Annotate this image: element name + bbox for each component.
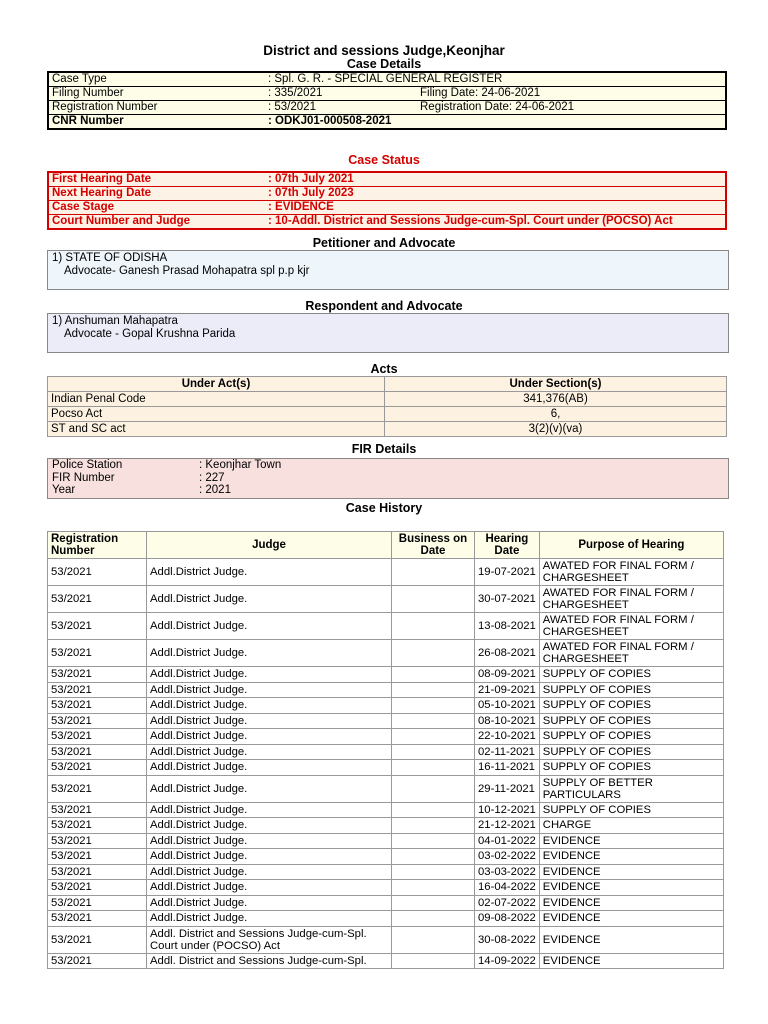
table-row bbox=[48, 729, 724, 745]
history-cell-judge: Addl.District Judge. bbox=[147, 559, 392, 586]
table-row bbox=[48, 713, 724, 729]
cnr-value: : ODKJ01-000508-2021 bbox=[265, 115, 726, 130]
history-cell-hearing: 05-10-2021 bbox=[475, 698, 540, 714]
history-cell-business bbox=[392, 613, 475, 640]
court-judge-value: : 10-Addl. District and Sessions Judge-cum-Spl. Court under (POCSO) Act bbox=[265, 215, 726, 230]
case-status-heading: Case Status bbox=[348, 153, 420, 167]
case-history-table bbox=[47, 531, 724, 969]
acts-row bbox=[48, 422, 727, 437]
case-status-table bbox=[47, 171, 727, 230]
case-stage-row bbox=[48, 201, 726, 215]
history-cell-registration: 53/2021 bbox=[48, 849, 147, 865]
history-cell-judge: Addl.District Judge. bbox=[147, 713, 392, 729]
case-history-heading: Case History bbox=[345, 501, 423, 515]
history-cell-purpose: EVIDENCE bbox=[539, 880, 723, 896]
table-row bbox=[48, 586, 724, 613]
history-cell-hearing: 08-09-2021 bbox=[475, 667, 540, 683]
acts-header-row bbox=[48, 377, 727, 392]
case-details-heading: Case Details bbox=[346, 57, 422, 71]
history-cell-judge: Addl.District Judge. bbox=[147, 667, 392, 683]
history-cell-judge: Addl.District Judge. bbox=[147, 698, 392, 714]
history-cell-purpose: AWATED FOR FINAL FORM / CHARGESHEET bbox=[539, 586, 723, 613]
history-cell-registration: 53/2021 bbox=[48, 682, 147, 698]
table-row bbox=[48, 880, 724, 896]
table-row bbox=[48, 640, 724, 667]
history-cell-registration: 53/2021 bbox=[48, 833, 147, 849]
court-title: District and sessions Judge,Keonjhar bbox=[263, 43, 505, 58]
history-cell-hearing: 03-02-2022 bbox=[475, 849, 540, 865]
table-row bbox=[48, 895, 724, 911]
history-cell-hearing: 21-12-2021 bbox=[475, 818, 540, 834]
history-cell-business bbox=[392, 802, 475, 818]
history-cell-judge: Addl.District Judge. bbox=[147, 729, 392, 745]
table-row bbox=[48, 849, 724, 865]
history-cell-business bbox=[392, 667, 475, 683]
registration-number-value: : 53/2021 bbox=[265, 101, 417, 115]
history-cell-judge: Addl.District Judge. bbox=[147, 818, 392, 834]
history-cell-business bbox=[392, 818, 475, 834]
registration-number-label: Registration Number bbox=[48, 101, 265, 115]
history-col-business: Business on Date bbox=[392, 532, 475, 559]
history-cell-hearing: 08-10-2021 bbox=[475, 713, 540, 729]
history-cell-registration: 53/2021 bbox=[48, 775, 147, 802]
history-cell-hearing: 16-11-2021 bbox=[475, 760, 540, 776]
history-cell-registration: 53/2021 bbox=[48, 729, 147, 745]
fir-number-row bbox=[52, 472, 724, 485]
respondent-box bbox=[47, 313, 729, 353]
history-cell-registration: 53/2021 bbox=[48, 911, 147, 927]
history-cell-judge: Addl.District Judge. bbox=[147, 775, 392, 802]
history-cell-judge: Addl.District Judge. bbox=[147, 895, 392, 911]
act-name: Indian Penal Code bbox=[48, 392, 385, 407]
history-cell-hearing: 09-08-2022 bbox=[475, 911, 540, 927]
history-col-hearing: Hearing Date bbox=[475, 532, 540, 559]
history-cell-registration: 53/2021 bbox=[48, 864, 147, 880]
history-cell-hearing: 19-07-2021 bbox=[475, 559, 540, 586]
history-cell-judge: Addl.District Judge. bbox=[147, 682, 392, 698]
fir-heading: FIR Details bbox=[351, 442, 417, 456]
history-cell-hearing: 16-04-2022 bbox=[475, 880, 540, 896]
history-cell-business bbox=[392, 682, 475, 698]
filing-date: Filing Date: 24-06-2021 bbox=[417, 87, 726, 101]
court-judge-row bbox=[48, 215, 726, 230]
history-cell-business bbox=[392, 775, 475, 802]
first-hearing-value: : 07th July 2021 bbox=[268, 173, 354, 185]
cnr-label: CNR Number bbox=[48, 115, 265, 130]
history-cell-business bbox=[392, 713, 475, 729]
history-cell-hearing: 14-09-2022 bbox=[475, 953, 540, 969]
history-cell-purpose: SUPPLY OF COPIES bbox=[539, 744, 723, 760]
filing-number-row bbox=[48, 87, 726, 101]
next-hearing-row bbox=[48, 187, 726, 201]
history-cell-hearing: 13-08-2021 bbox=[475, 613, 540, 640]
first-hearing-label: First Hearing Date bbox=[52, 173, 152, 185]
history-cell-judge: Addl.District Judge. bbox=[147, 833, 392, 849]
fir-year-value: : 2021 bbox=[199, 484, 231, 496]
history-cell-registration: 53/2021 bbox=[48, 880, 147, 896]
history-cell-business bbox=[392, 744, 475, 760]
history-cell-business bbox=[392, 729, 475, 745]
history-cell-registration: 53/2021 bbox=[48, 818, 147, 834]
history-cell-hearing: 26-08-2021 bbox=[475, 640, 540, 667]
case-stage-value: : EVIDENCE bbox=[265, 201, 726, 215]
history-cell-hearing: 02-11-2021 bbox=[475, 744, 540, 760]
next-hearing-label: Next Hearing Date bbox=[48, 187, 265, 201]
history-cell-business bbox=[392, 849, 475, 865]
history-cell-business bbox=[392, 953, 475, 969]
table-row bbox=[48, 682, 724, 698]
table-row bbox=[48, 953, 724, 969]
petitioner-box bbox=[47, 250, 729, 290]
next-hearing-value: : 07th July 2023 bbox=[265, 187, 726, 201]
petitioner-heading: Petitioner and Advocate bbox=[312, 236, 456, 250]
history-cell-business bbox=[392, 586, 475, 613]
table-row bbox=[48, 818, 724, 834]
history-cell-purpose: CHARGE bbox=[539, 818, 723, 834]
history-cell-hearing: 03-03-2022 bbox=[475, 864, 540, 880]
table-row bbox=[48, 760, 724, 776]
history-cell-hearing: 22-10-2021 bbox=[475, 729, 540, 745]
table-row bbox=[48, 864, 724, 880]
petitioner-name: 1) STATE OF ODISHA bbox=[52, 252, 168, 264]
history-col-registration: Registration Number bbox=[48, 532, 147, 559]
history-cell-purpose: AWATED FOR FINAL FORM / CHARGESHEET bbox=[539, 559, 723, 586]
history-cell-business bbox=[392, 880, 475, 896]
history-cell-purpose: SUPPLY OF COPIES bbox=[539, 698, 723, 714]
history-cell-business bbox=[392, 926, 475, 953]
history-cell-purpose: SUPPLY OF COPIES bbox=[539, 729, 723, 745]
filing-number-label: Filing Number bbox=[48, 87, 265, 101]
history-cell-purpose: EVIDENCE bbox=[539, 953, 723, 969]
fir-number-value: : 227 bbox=[199, 471, 225, 484]
table-row bbox=[48, 559, 724, 586]
history-cell-purpose: EVIDENCE bbox=[539, 864, 723, 880]
history-col-purpose: Purpose of Hearing bbox=[539, 532, 723, 559]
case-type-label: Case Type bbox=[52, 73, 107, 85]
history-cell-purpose: SUPPLY OF COPIES bbox=[539, 682, 723, 698]
history-cell-business bbox=[392, 760, 475, 776]
history-cell-judge: Addl.District Judge. bbox=[147, 911, 392, 927]
history-cell-purpose: SUPPLY OF COPIES bbox=[539, 760, 723, 776]
history-body bbox=[48, 559, 724, 969]
history-cell-registration: 53/2021 bbox=[48, 713, 147, 729]
history-cell-judge: Addl.District Judge. bbox=[147, 744, 392, 760]
history-cell-purpose: EVIDENCE bbox=[539, 849, 723, 865]
history-cell-registration: 53/2021 bbox=[48, 802, 147, 818]
acts-row bbox=[48, 392, 727, 407]
acts-table bbox=[47, 376, 727, 437]
history-cell-judge: Addl.District Judge. bbox=[147, 640, 392, 667]
history-cell-judge: Addl.District Judge. bbox=[147, 802, 392, 818]
petitioner-advocate: Advocate- Ganesh Prasad Mohapatra spl p.p kjr bbox=[64, 265, 310, 277]
history-cell-purpose: AWATED FOR FINAL FORM / CHARGESHEET bbox=[539, 613, 723, 640]
history-cell-purpose: SUPPLY OF COPIES bbox=[539, 667, 723, 683]
respondent-heading: Respondent and Advocate bbox=[305, 299, 463, 313]
case-type-value: : Spl. G. R. - SPECIAL GENERAL REGISTER bbox=[268, 73, 503, 85]
history-cell-judge: Addl.District Judge. bbox=[147, 760, 392, 776]
history-cell-purpose: AWATED FOR FINAL FORM / CHARGESHEET bbox=[539, 640, 723, 667]
history-cell-judge: Addl.District Judge. bbox=[147, 864, 392, 880]
history-header-row bbox=[48, 532, 724, 559]
history-cell-hearing: 30-08-2022 bbox=[475, 926, 540, 953]
acts-heading: Acts bbox=[370, 362, 398, 376]
history-cell-registration: 53/2021 bbox=[48, 744, 147, 760]
history-cell-purpose: SUPPLY OF COPIES bbox=[539, 802, 723, 818]
history-cell-registration: 53/2021 bbox=[48, 613, 147, 640]
cnr-row bbox=[48, 115, 726, 130]
history-cell-registration: 53/2021 bbox=[48, 586, 147, 613]
act-section: 3(2)(v)(va) bbox=[385, 422, 727, 437]
fir-police-station-row bbox=[52, 459, 724, 472]
table-row bbox=[48, 613, 724, 640]
case-type-row bbox=[48, 72, 726, 87]
history-cell-purpose: EVIDENCE bbox=[539, 895, 723, 911]
court-judge-label: Court Number and Judge bbox=[48, 215, 265, 230]
history-cell-hearing: 21-09-2021 bbox=[475, 682, 540, 698]
act-name: Pocso Act bbox=[48, 407, 385, 422]
case-stage-label: Case Stage bbox=[48, 201, 265, 215]
acts-col-section: Under Section(s) bbox=[385, 377, 727, 392]
history-cell-judge: Addl.District Judge. bbox=[147, 586, 392, 613]
history-cell-hearing: 02-07-2022 bbox=[475, 895, 540, 911]
table-row bbox=[48, 802, 724, 818]
table-row bbox=[48, 911, 724, 927]
history-cell-registration: 53/2021 bbox=[48, 953, 147, 969]
history-cell-purpose: SUPPLY OF BETTER PARTICULARS bbox=[539, 775, 723, 802]
table-row bbox=[48, 698, 724, 714]
history-cell-business bbox=[392, 895, 475, 911]
respondent-advocate: Advocate - Gopal Krushna Parida bbox=[64, 328, 236, 340]
history-cell-registration: 53/2021 bbox=[48, 760, 147, 776]
registration-date: Registration Date: 24-06-2021 bbox=[417, 101, 726, 115]
history-col-judge: Judge bbox=[147, 532, 392, 559]
history-cell-registration: 53/2021 bbox=[48, 698, 147, 714]
history-cell-purpose: EVIDENCE bbox=[539, 911, 723, 927]
registration-number-row bbox=[48, 101, 726, 115]
history-cell-business bbox=[392, 911, 475, 927]
history-cell-business bbox=[392, 559, 475, 586]
acts-col-act: Under Act(s) bbox=[48, 377, 385, 392]
act-name: ST and SC act bbox=[48, 422, 385, 437]
table-row bbox=[48, 926, 724, 953]
acts-row bbox=[48, 407, 727, 422]
history-cell-business bbox=[392, 640, 475, 667]
act-section: 6, bbox=[385, 407, 727, 422]
fir-year-label: Year bbox=[52, 484, 76, 496]
table-row bbox=[48, 775, 724, 802]
history-cell-purpose: EVIDENCE bbox=[539, 926, 723, 953]
history-cell-hearing: 30-07-2021 bbox=[475, 586, 540, 613]
table-row bbox=[48, 667, 724, 683]
act-section: 341,376(AB) bbox=[385, 392, 727, 407]
history-cell-purpose: EVIDENCE bbox=[539, 833, 723, 849]
history-cell-hearing: 04-01-2022 bbox=[475, 833, 540, 849]
history-cell-judge: Addl.District Judge. bbox=[147, 880, 392, 896]
history-cell-hearing: 29-11-2021 bbox=[475, 775, 540, 802]
history-cell-judge: Addl. District and Sessions Judge-cum-Spl. bbox=[147, 953, 392, 969]
history-cell-registration: 53/2021 bbox=[48, 667, 147, 683]
table-row bbox=[48, 744, 724, 760]
history-cell-business bbox=[392, 698, 475, 714]
history-cell-registration: 53/2021 bbox=[48, 640, 147, 667]
police-station-value: : Keonjhar Town bbox=[199, 459, 282, 471]
history-cell-business bbox=[392, 864, 475, 880]
case-details-table bbox=[47, 71, 727, 130]
history-cell-purpose: SUPPLY OF COPIES bbox=[539, 713, 723, 729]
history-cell-registration: 53/2021 bbox=[48, 895, 147, 911]
fir-box bbox=[47, 458, 729, 499]
history-cell-judge: Addl. District and Sessions Judge-cum-Spl. Court under (POCSO) Act bbox=[147, 926, 392, 953]
history-cell-judge: Addl.District Judge. bbox=[147, 613, 392, 640]
history-cell-judge: Addl.District Judge. bbox=[147, 849, 392, 865]
first-hearing-row bbox=[48, 172, 726, 187]
history-cell-registration: 53/2021 bbox=[48, 559, 147, 586]
filing-number-value: : 335/2021 bbox=[265, 87, 417, 101]
history-cell-registration: 53/2021 bbox=[48, 926, 147, 953]
table-row bbox=[48, 833, 724, 849]
fir-number-label: FIR Number bbox=[52, 471, 115, 484]
history-cell-business bbox=[392, 833, 475, 849]
respondent-name: 1) Anshuman Mahapatra bbox=[52, 315, 178, 327]
history-cell-hearing: 10-12-2021 bbox=[475, 802, 540, 818]
police-station-label: Police Station bbox=[52, 459, 123, 471]
fir-year-row bbox=[52, 484, 724, 497]
